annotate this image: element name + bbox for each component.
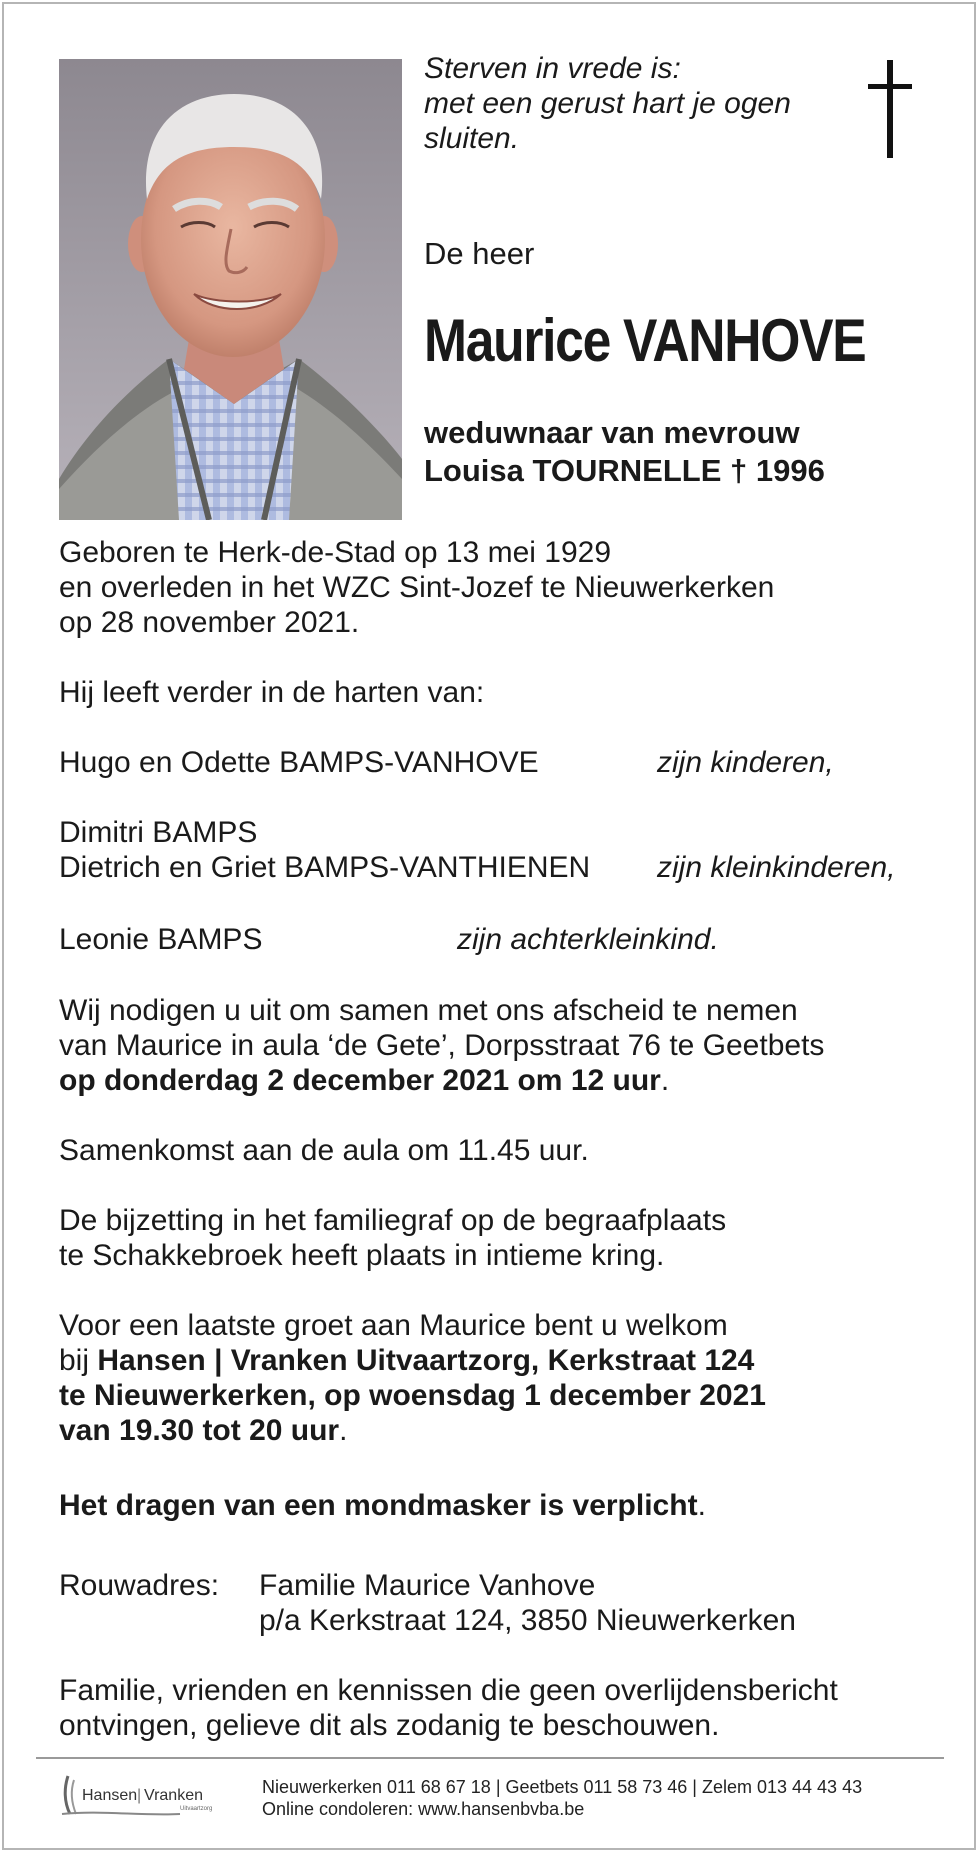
ceremony-date: op donderdag 2 december 2021 om 12 uur bbox=[59, 1064, 661, 1097]
gathering-text: Samenkomst aan de aula om 11.45 uur. bbox=[59, 1134, 589, 1167]
birth-line-3: op 28 november 2021. bbox=[59, 606, 360, 639]
logo-text-vranken: Vranken bbox=[144, 1787, 203, 1804]
survivors-intro: Hij leeft verder in de harten van: bbox=[59, 676, 485, 709]
online-condolences: Online condoleren: www.hansenbvba.be bbox=[262, 1799, 585, 1819]
birth-line-2: en overleden in het WZC Sint-Jozef te Nieuwerkerken bbox=[59, 571, 775, 604]
visit-line-2 bbox=[59, 1343, 754, 1378]
widower-line: Louisa TOURNELLE † 1996 bbox=[424, 453, 825, 488]
children-role: zijn kinderen, bbox=[657, 746, 834, 779]
ceremony-line-1: Wij nodigen u uit om samen met ons afscheid te nemen bbox=[59, 994, 798, 1027]
widower-info bbox=[424, 414, 825, 490]
grandchild-name: Dietrich en Griet BAMPS-VANTHIENEN bbox=[59, 851, 591, 884]
punctuation: . bbox=[660, 1064, 670, 1097]
logo-subtext: Uitvaartzorg bbox=[180, 1806, 213, 1812]
burial-line-1: De bijzetting in het familiegraf op de begraafplaats bbox=[59, 1204, 727, 1237]
poem-line: met een gerust hart je ogen bbox=[424, 87, 791, 120]
mask-notice bbox=[59, 1488, 706, 1523]
punctuation: . bbox=[339, 1414, 348, 1447]
address-label: Rouwadres: bbox=[59, 1569, 220, 1602]
poem-line: sluiten. bbox=[424, 122, 520, 155]
visit-time: van 19.30 tot 20 uur bbox=[59, 1414, 340, 1447]
burial-line-2: te Schakkebroek heeft plaats in intieme kring. bbox=[59, 1239, 665, 1272]
poem bbox=[424, 51, 791, 156]
portrait-photo bbox=[59, 59, 402, 520]
deceased-name: Maurice VANHOVE bbox=[424, 307, 866, 374]
visit-line-3 bbox=[59, 1378, 766, 1413]
visit-line-1: Voor een laatste groet aan Maurice bent u welkom bbox=[59, 1309, 728, 1342]
funeral-home-logo bbox=[60, 1770, 235, 1822]
closing-line-2: ontvingen, gelieve dit als zodanig te beschouwen. bbox=[59, 1709, 720, 1742]
birth-line-1: Geboren te Herk-de-Stad op 13 mei 1929 bbox=[59, 536, 611, 569]
widower-line: weduwnaar van mevrouw bbox=[424, 415, 800, 450]
visit-date: te Nieuwerkerken, op woensdag 1 december 2021 bbox=[59, 1379, 766, 1412]
punctuation: . bbox=[697, 1489, 706, 1522]
mask-text: Het dragen van een mondmasker is verplicht bbox=[59, 1489, 698, 1522]
ceremony-line-2: van Maurice in aula ‘de Gete’, Dorpsstraat 76 te Geetbets bbox=[59, 1029, 825, 1062]
grandchild-name: Dimitri BAMPS bbox=[59, 816, 258, 849]
footer-divider bbox=[36, 1757, 944, 1759]
svg-text:|: | bbox=[137, 1787, 142, 1804]
visit-location: Hansen | Vranken Uitvaartzorg, Kerkstraat 124 bbox=[97, 1344, 755, 1377]
great-grandchild-name: Leonie BAMPS bbox=[59, 923, 263, 956]
cross-icon bbox=[868, 60, 912, 158]
footer-contact bbox=[262, 1776, 862, 1820]
poem-line: Sterven in vrede is: bbox=[424, 52, 681, 85]
children-names: Hugo en Odette BAMPS-VANHOVE bbox=[59, 746, 539, 779]
logo-text-hansen: Hansen bbox=[82, 1787, 138, 1804]
grandchildren-role: zijn kleinkinderen, bbox=[657, 851, 896, 884]
ceremony-line-3 bbox=[59, 1063, 669, 1098]
great-grandchild-role: zijn achterkleinkind. bbox=[457, 923, 719, 956]
address-line-2: p/a Kerkstraat 124, 3850 Nieuwerkerken bbox=[259, 1604, 796, 1637]
closing-line-1: Familie, vrienden en kennissen die geen overlijdensbericht bbox=[59, 1674, 838, 1707]
address-line-1: Familie Maurice Vanhove bbox=[259, 1569, 596, 1602]
visit-line-4 bbox=[59, 1413, 347, 1448]
visit-prefix: bij bbox=[59, 1344, 98, 1377]
salutation: De heer bbox=[424, 236, 535, 271]
phone-numbers: Nieuwerkerken 011 68 67 18 | Geetbets 011 58 73 46 | Zelem 013 44 43 43 bbox=[262, 1777, 863, 1797]
